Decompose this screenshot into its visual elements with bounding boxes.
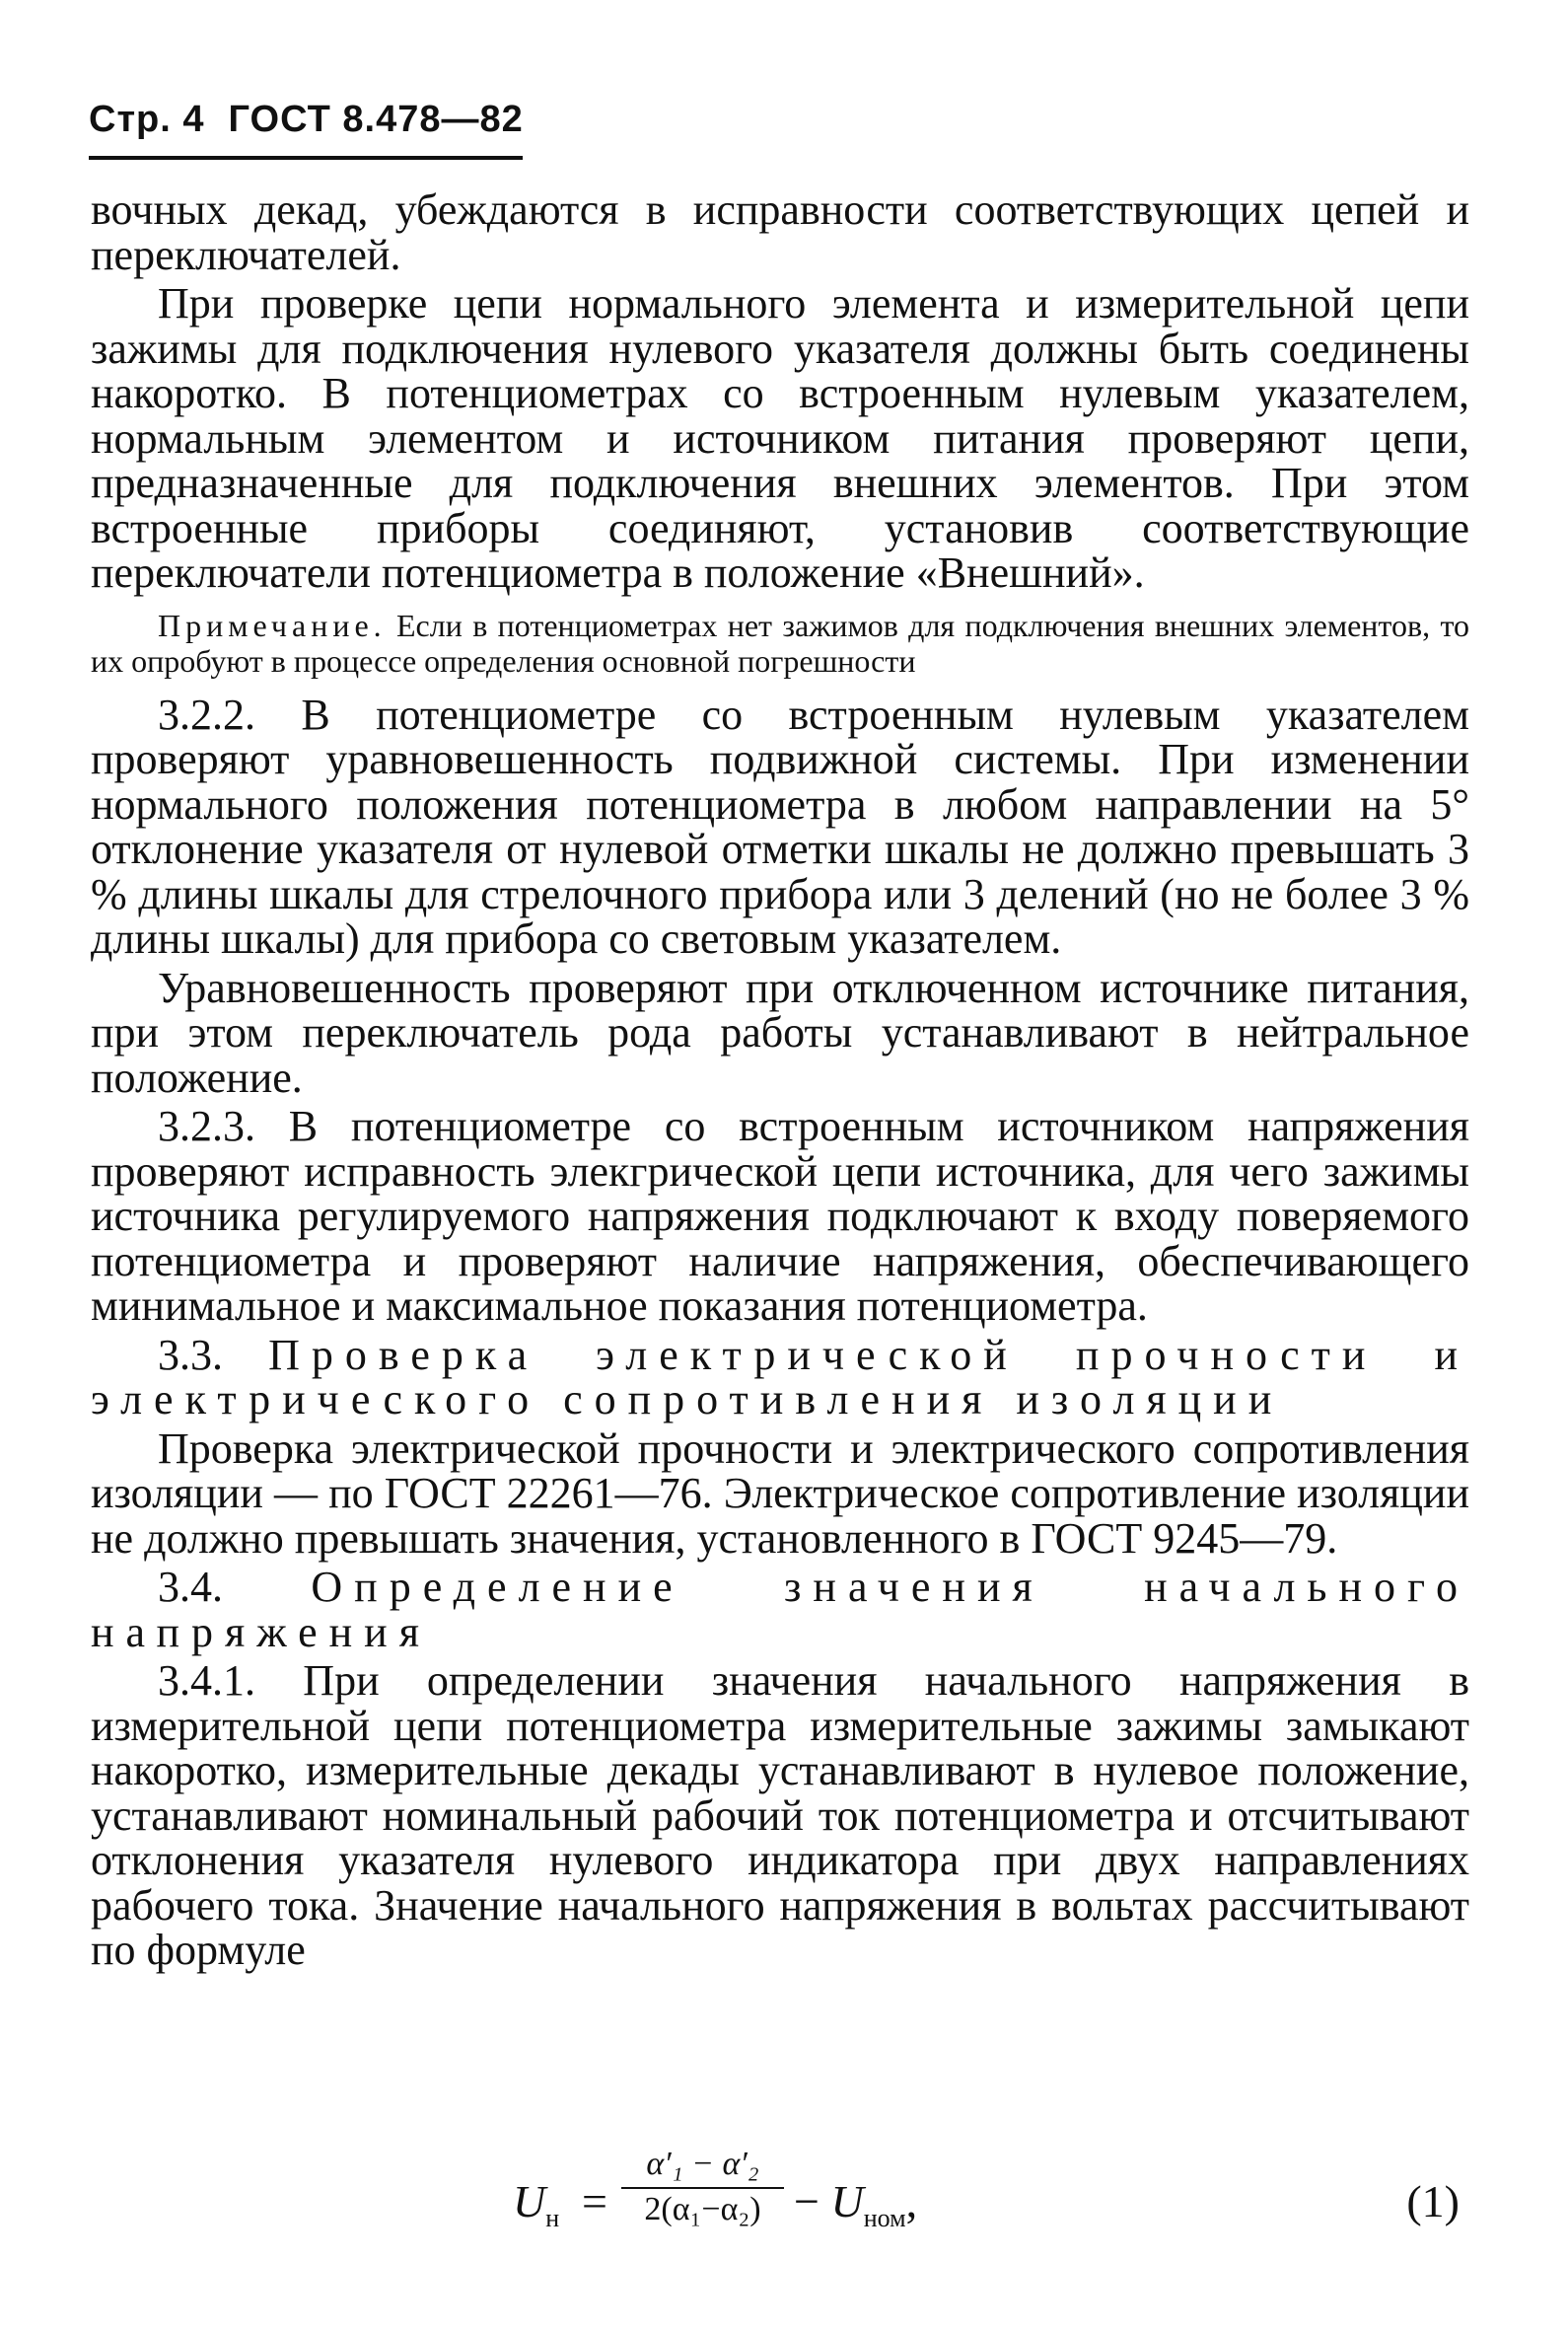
formula-number: (1)	[1406, 2176, 1460, 2226]
paragraph-balance: Уравновешенность проверяют при отключенном источнике питания, при этом переключатель рода работы устанавливают в нейтральное положение.	[91, 963, 1469, 1102]
formula-rhs: − $U_{ном}$,	[794, 2176, 918, 2233]
note	[91, 608, 1469, 679]
page-number: Стр. 4	[89, 99, 205, 140]
formula-equals: =	[582, 2176, 607, 2226]
heading-3-3-number: 3.3.	[158, 1330, 223, 1379]
standard-code: ГОСТ 8.478—82	[228, 99, 524, 140]
heading-3-4	[91, 1565, 1469, 1654]
formula-fraction	[621, 2146, 784, 2228]
paragraph-3-2-3: 3.2.3. В потенциометре со встроенным источником напряжения проверяют исправность элекгрической цепи источника, для чего зажимы источника регулируемого напряжения подключают к входу поверяемого потенциометра и проверяют наличие напряжения, обеспечивающего минимальное и максимальное показания потенциометра.	[91, 1102, 1469, 1330]
note-label: Примечание.	[158, 607, 387, 643]
header-rule	[89, 156, 523, 160]
formula-lhs: $U_н$	[513, 2176, 560, 2233]
heading-3-4-number: 3.4.	[158, 1563, 223, 1611]
paragraph-2: При проверке цепи нормального элемента и измерительной цепи зажимы для подключения нулевого указателя должны быть соединены накоротко. В потенциометрах со встроенным нулевым указателем, нормальным элементом и источником питания проверяют цепи, предназначенные для подключения внешних элементов. При этом встроенные приборы соединяют, установив соответствующие переключатели потенциометра в положение «Внешний».	[91, 279, 1469, 597]
paragraph-3-2-2: 3.2.2. В потенциометре со встроенным нулевым указателем проверяют уравновешенность подвижной системы. При изменении нормального положения потенциометра в любом направлении на 5° отклонение указателя от нулевой отметки шкалы не должно превышать 3 % длины шкалы для стрелочного прибора или 3 делений (но не более 3 % длины шкалы) для прибора со световым указателем.	[91, 690, 1469, 963]
heading-3-3-title: Проверка электрической прочности и электрического сопротивления изоляции	[91, 1330, 1469, 1423]
heading-3-4-title: Определение значения начального напряжения	[91, 1563, 1469, 1656]
paragraph-1: вочных декад, убеждаются в исправности соответствующих цепей и переключателей.	[91, 185, 1469, 279]
paragraph-insulation: Проверка электрической прочности и электрического сопротивления изоляции — по ГОСТ 22261—76. Электрическое сопротивление изоляции не должно превышать значения, установленного в ГОСТ 9245—79.	[91, 1423, 1469, 1563]
formula-1	[513, 2146, 1479, 2264]
formula-numerator: α′₁ − α′₂	[646, 2146, 759, 2182]
formula-denominator: 2(α₁−α₂)	[644, 2191, 761, 2227]
document-body	[91, 187, 1469, 1973]
page-header	[89, 99, 524, 141]
paragraph-3-4-1: 3.4.1. При определении значения начального напряжения в измерительной цепи потенциометра измерительные зажимы замыкают накоротко, измерительные декады устанавливают в нулевое положение, устанавливают номинальный рабочий ток потенциометра и отсчитывают отклонения указателя нулевого индикатора при двух направлениях рабочего тока. Значение начального напряжения в вольтах рассчитывают по формуле	[91, 1656, 1469, 1974]
heading-3-3	[91, 1330, 1469, 1423]
note-text: Если в потенциометрах нет зажимов для подключения внешних элементов, то их опробуют в процессе определения основной погрешности	[91, 607, 1470, 679]
